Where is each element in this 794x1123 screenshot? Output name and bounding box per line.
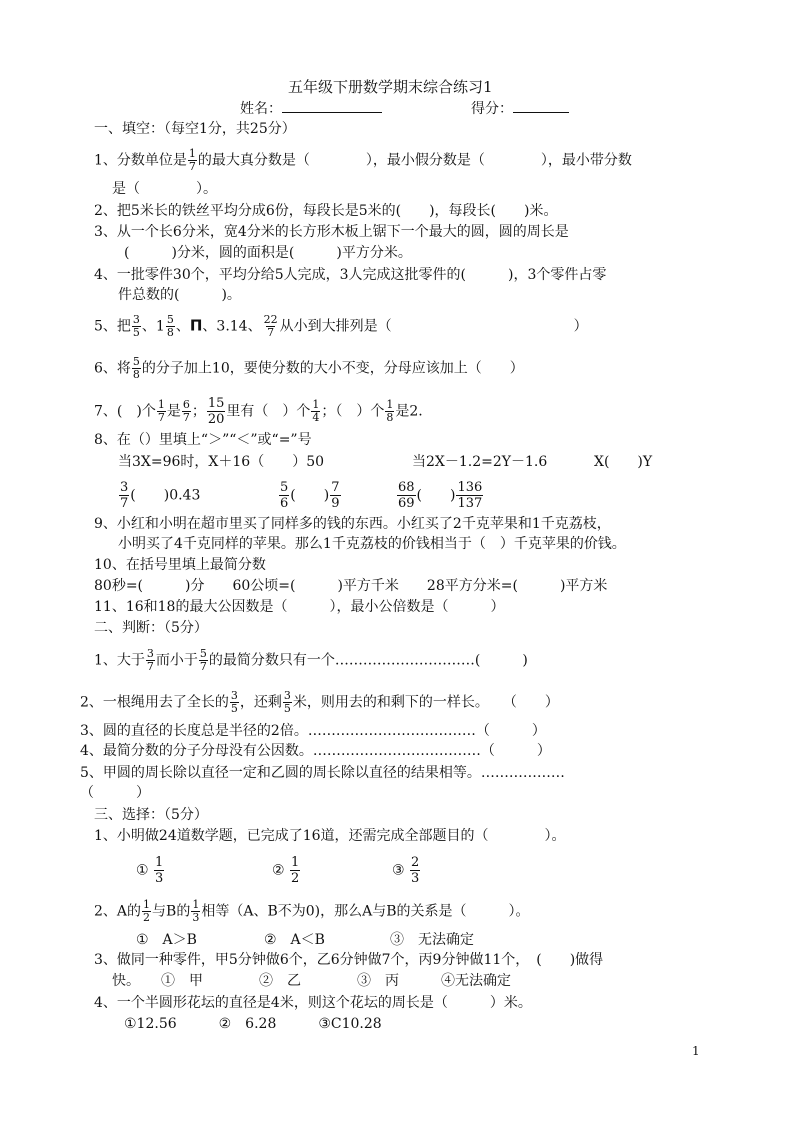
fraction	[146, 648, 155, 673]
s3-q2-option-2: ② A＜B	[264, 932, 325, 948]
s1-q8-title: 8、在（）里填上“＞”“＜”或“=”号	[94, 432, 312, 448]
fraction	[283, 690, 292, 715]
text: 5、把	[94, 318, 131, 335]
fraction	[290, 855, 300, 886]
denominator: 7	[120, 496, 129, 511]
text: 里有（ ）个	[226, 403, 311, 420]
s1-q4-line2: 件总数的( )。	[118, 287, 241, 303]
s3-q4-line2: ①12.56 ② 6.28 ③C10.28	[124, 1016, 382, 1032]
fraction	[385, 399, 394, 424]
s1-q2: 2、把5米长的铁丝平均分成6份，每段长是5米的( )，每段长( )米。	[94, 203, 558, 219]
text: ( )	[290, 487, 330, 504]
s1-q1-text-a: 1、分数单位是	[94, 152, 187, 169]
denominator: 5	[132, 326, 140, 339]
denominator: 3	[155, 871, 164, 886]
s3-q3-line1: 3、做同一种零件，甲5分钟做6个，乙6分钟做7个，丙9分钟做11个， ( )做得	[94, 952, 604, 968]
s1-q9-line2: 小明买了4千克同样的苹果。那么1千克荔枝的价钱相当于（ ）千克苹果的价钱。	[118, 536, 626, 552]
text: ( )0.43	[130, 487, 201, 504]
numerator: 5	[166, 313, 174, 326]
numerator: 1	[143, 898, 151, 911]
fraction	[132, 314, 141, 339]
numerator: 5	[280, 480, 289, 495]
denominator: 2	[291, 871, 300, 886]
numerator: 3	[120, 480, 129, 495]
name-blank	[282, 98, 382, 113]
fraction	[397, 480, 416, 511]
denominator: 9	[331, 496, 340, 511]
fraction	[330, 480, 340, 511]
s1-q8-row2c	[396, 480, 484, 511]
text: 是2.	[395, 403, 423, 420]
s3-q1: 1、小明做24道数学题，已完成了16道，还需完成全部题目的（ ）。	[94, 828, 566, 844]
score-label: 得分：	[471, 101, 513, 117]
numerator: 1	[155, 855, 164, 870]
text: 是	[166, 403, 181, 420]
fraction	[410, 855, 420, 886]
numerator: 68	[398, 480, 415, 495]
text: 的最简分数只有一个…………………………( )	[208, 652, 528, 669]
numerator: 1	[157, 398, 165, 411]
text: 2、A的	[94, 903, 142, 920]
text: ，还剩	[239, 694, 282, 711]
numerator: 5	[132, 355, 140, 368]
s3-q1-option-2	[272, 855, 301, 886]
denominator: 7	[267, 326, 275, 339]
s2-q3: 3、圆的直径的长度总是半径的2倍。………………………………（ ）	[80, 723, 546, 739]
denominator: 137	[457, 496, 483, 511]
denominator: 8	[386, 411, 394, 424]
s1-q3-line1: 3、从一个长6分米，宽4分米的长方形木板上锯下一个最大的圆，圆的周长是	[94, 224, 569, 240]
fraction	[166, 314, 175, 339]
s1-q11: 11、16和18的最大公因数是（ ），最小公倍数是（ ）	[94, 599, 505, 615]
numerator: 2	[411, 855, 420, 870]
numerator: 22	[263, 313, 278, 326]
s1-q8-row1a: 当3X=96时，X＋16（ ）50	[118, 454, 325, 470]
s1-q8-row2a	[118, 480, 200, 511]
text: 而小于	[155, 652, 198, 669]
denominator: 7	[182, 411, 190, 424]
s1-q4-line1: 4、一批零件30个，平均分给5人完成，3人完成这批零件的( )，3个零件占零	[94, 267, 607, 283]
denominator: 4	[312, 411, 320, 424]
fraction	[263, 314, 279, 339]
s1-q1-line1	[94, 148, 632, 173]
fraction	[207, 396, 226, 427]
score-blank	[513, 98, 569, 113]
numerator: 136	[457, 480, 483, 495]
s1-q8-row1b: 当2X－1.2=2Y－1.6	[412, 454, 548, 470]
s3-q4-line1: 4、一个半圆形花坛的直径是4米，则这个花坛的周长是（ ）米。	[94, 995, 532, 1011]
denominator: 2	[143, 911, 151, 924]
fraction	[188, 148, 197, 173]
s3-q1-option-1	[136, 855, 165, 886]
fraction	[157, 399, 166, 424]
text: 相等（A、B不为0)，那么A与B的关系是（ ）。	[201, 903, 530, 920]
s3-q2	[94, 899, 530, 924]
denominator: 69	[398, 496, 415, 511]
s2-q5-line1: 5、甲圆的周长除以直径一定和乙圆的周长除以直径的结果相等。………………	[80, 765, 565, 781]
numerator: 6	[182, 398, 190, 411]
s1-q7	[94, 396, 423, 427]
option-marker: ①	[136, 862, 149, 879]
denominator: 5	[230, 702, 238, 715]
numerator: 1	[312, 398, 320, 411]
s1-q10-items: 80秒=( )分 60公顷=( )平方千米 28平方分米=( )平方米	[94, 578, 608, 594]
s1-q1-text-b: 的最大真分数是（ ），最小假分数是（ ），最小带分数	[197, 152, 632, 169]
s1-q6	[94, 356, 524, 381]
denominator: 20	[207, 412, 225, 427]
section1-heading: 一、填空：（每空1分，共25分）	[94, 121, 296, 137]
numerator: 3	[283, 689, 291, 702]
s1-q3-line2: ( )分米，圆的面积是( )平方分米。	[124, 245, 412, 261]
fraction	[199, 648, 208, 673]
page-title: 五年级下册数学期末综合练习1	[288, 78, 493, 96]
s2-q1	[94, 648, 528, 673]
denominator: 7	[146, 660, 154, 673]
denominator: 3	[411, 871, 420, 886]
text: 米，则用去的和剩下的一样长。 （ ）	[292, 694, 559, 711]
name-field	[240, 98, 382, 119]
numerator: 3	[146, 647, 154, 660]
s3-q2-option-3: ③ 无法确定	[390, 932, 474, 948]
denominator: 3	[192, 911, 200, 924]
fraction	[279, 480, 289, 511]
denominator: 7	[199, 660, 207, 673]
denominator: 6	[280, 496, 289, 511]
fraction	[311, 399, 320, 424]
text: 、	[175, 318, 190, 335]
numerator: 1	[192, 898, 200, 911]
name-label: 姓名：	[240, 101, 282, 117]
denominator: 5	[283, 702, 291, 715]
denominator: 8	[132, 368, 140, 381]
text: 2、一根绳用去了全长的	[80, 694, 229, 711]
s3-q3-line2: 快。 ① 甲 ② 乙 ③ 丙 ④无法确定	[112, 973, 511, 989]
numerator: 1	[386, 398, 394, 411]
s1-q1-line2: 是（ ）。	[112, 181, 217, 197]
s1-q8-row2b	[278, 480, 342, 511]
fraction	[182, 399, 191, 424]
fraction	[154, 855, 164, 886]
s1-q5	[94, 314, 588, 339]
option-marker: ③	[392, 862, 405, 879]
text: ；（ ）个	[321, 403, 385, 420]
fraction	[119, 480, 129, 511]
page-number: 1	[692, 1044, 700, 1058]
section3-heading: 三、选择：（5分）	[94, 807, 208, 823]
fraction	[142, 899, 151, 924]
numerator: 15	[207, 396, 225, 411]
s3-q1-option-3	[392, 855, 421, 886]
s2-q2	[80, 690, 559, 715]
numerator: 3	[230, 689, 238, 702]
text: 与B的	[152, 903, 191, 920]
text: 从小到大排列是（ ）	[279, 318, 588, 335]
numerator: 5	[199, 647, 207, 660]
denominator: 7	[188, 160, 196, 173]
option-marker: ②	[272, 862, 285, 879]
section2-heading: 二、判断：（5分）	[94, 620, 208, 636]
text: 的分子加上10，要使分数的大小不变，分母应该加上（ ）	[141, 360, 524, 377]
text: 1、大于	[94, 652, 145, 669]
text: ；	[191, 403, 206, 420]
text: 、1	[141, 318, 165, 335]
s1-q10-title: 10、在括号里填上最简分数	[94, 557, 266, 573]
text: ( )	[416, 487, 456, 504]
s2-q5-line2: （ ）	[80, 785, 150, 801]
denominator: 7	[157, 411, 165, 424]
text: 7、( )个	[94, 403, 156, 420]
fraction	[132, 356, 141, 381]
numerator: 3	[132, 313, 140, 326]
pi-symbol: Π	[189, 316, 203, 335]
s2-q4: 4、最简分数的分子分母没有公因数。………………………………（ ）	[80, 743, 551, 759]
s1-q9-line1: 9、小红和小明在超市里买了同样多的钱的东西。小红买了2千克苹果和1千克荔枝，	[94, 516, 611, 532]
numerator: 7	[331, 480, 340, 495]
numerator: 1	[291, 855, 300, 870]
fraction	[456, 480, 483, 511]
text: 6、将	[94, 360, 131, 377]
denominator: 8	[166, 326, 174, 339]
score-field	[471, 98, 569, 119]
text: 、3.14、	[202, 318, 262, 335]
s3-q2-option-1: ① A＞B	[136, 932, 197, 948]
s1-q8-row1c: X( )Y	[594, 454, 653, 470]
fraction	[191, 899, 200, 924]
fraction	[230, 690, 239, 715]
numerator: 1	[188, 147, 196, 160]
